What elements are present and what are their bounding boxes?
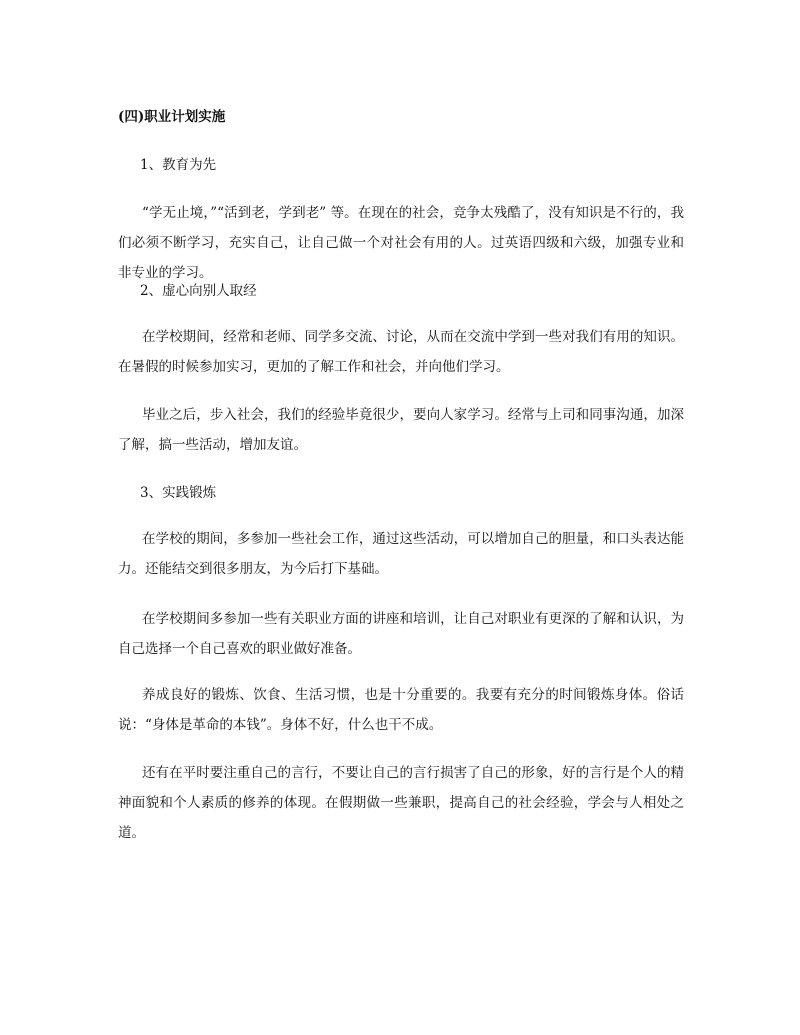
subsection-heading-practice: 3、实践锻炼: [140, 485, 217, 501]
paragraph-school-exchange: 在学校期间，经常和老师、同学多交流、讨论，从而在交流中学到一些对我们有用的知识。在暑假的时候参加实习，更加的了解工作和社会，并向他们学习。: [118, 329, 684, 375]
paragraph-conduct-and-parttime: 还有在平时要注重自己的言行，不要让自己的言行损害了自己的形象，好的言行是个人的精神面貌和个人素质的修养的体现。在假期做一些兼职，提高自己的社会经验，学会与人相处之道。: [118, 765, 684, 841]
subsection-heading-education: 1、教育为先: [140, 157, 217, 173]
paragraph-education: “学无止境，”“活到老，学到老” 等。在现在的社会，竞争太残酷了，没有知识是不行的，我们必须不断学习，充实自己，让自己做一个对社会有用的人。过英语四级和六级，加强专业和非专业的学习。: [118, 205, 684, 281]
section-title: (四)职业计划实施: [118, 109, 226, 125]
subsection-heading-learn-from-others: 2、虚心向别人取经: [140, 283, 257, 299]
paragraph-healthy-habits: 养成良好的锻炼、饮食、生活习惯，也是十分重要的。我要有充分的时间锻炼身体。俗话说：“身体是革命的本钱”。身体不好，什么也干不成。: [118, 687, 684, 733]
paragraph-career-lectures: 在学校期间多参加一些有关职业方面的讲座和培训，让自己对职业有更深的了解和认识，为自己选择一个自己喜欢的职业做好准备。: [118, 611, 684, 657]
paragraph-social-work: 在学校的期间，多参加一些社会工作，通过这些活动，可以增加自己的胆量，和口头表达能力。还能结交到很多朋友，为今后打下基础。: [118, 531, 684, 577]
paragraph-after-graduation: 毕业之后，步入社会，我们的经验毕竟很少，要向人家学习。经常与上司和同事沟通，加深了解，搞一些活动，增加友谊。: [118, 407, 684, 453]
